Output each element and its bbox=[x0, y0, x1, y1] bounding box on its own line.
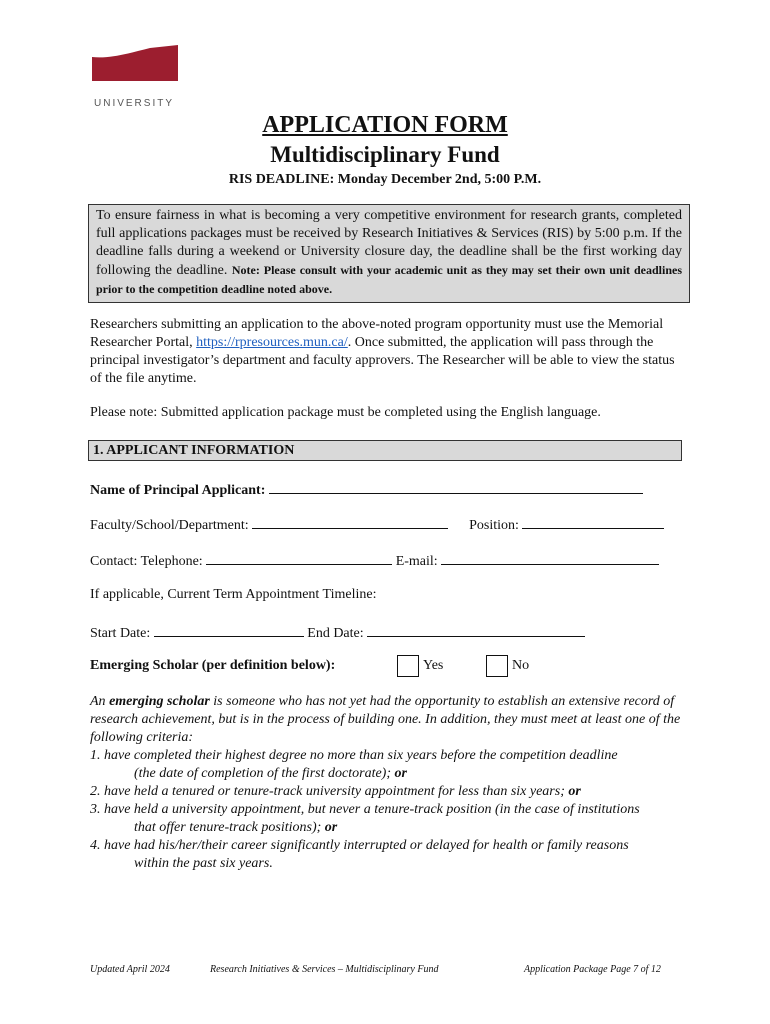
criteria-conjunction: or bbox=[568, 784, 581, 799]
emerging-scholar-label: Emerging Scholar (per definition below): bbox=[90, 658, 336, 673]
faculty-label: Faculty/School/Department: bbox=[90, 518, 249, 533]
position-field[interactable] bbox=[522, 515, 664, 529]
position-label: Position: bbox=[469, 518, 519, 533]
telephone-field[interactable] bbox=[206, 551, 392, 565]
portal-text-after: . Once submitted, the application will pass through the principal investigator’s department and faculty approvers. The Researcher will be able to view the status of the file anytime. bbox=[90, 335, 675, 386]
criteria-conjunction: or bbox=[394, 766, 407, 781]
term-appointment-label: If applicable, Current Term Appointment Timeline: bbox=[90, 587, 377, 602]
criteria-number: 3. bbox=[90, 802, 101, 817]
portal-link[interactable]: https://rpresources.mun.ca/ bbox=[196, 335, 348, 350]
dates-row bbox=[90, 623, 585, 642]
faculty-field[interactable] bbox=[252, 515, 448, 529]
footer-center: Research Initiatives & Services – Multidisciplinary Fund bbox=[210, 964, 439, 975]
faculty-row bbox=[90, 515, 664, 534]
portal-paragraph bbox=[90, 316, 680, 388]
criteria-item bbox=[90, 801, 690, 837]
emerging-yes-checkbox[interactable] bbox=[397, 655, 419, 677]
principal-applicant-row bbox=[90, 480, 643, 499]
emerging-scholar-definition bbox=[90, 693, 682, 747]
criteria-number: 4. bbox=[90, 838, 101, 853]
form-title: APPLICATION FORM bbox=[262, 112, 508, 138]
logo-text-university: UNIVERSITY bbox=[94, 98, 175, 109]
footer-updated: Updated April 2024 bbox=[90, 964, 170, 975]
criteria-item bbox=[90, 837, 690, 873]
criteria-number: 1. bbox=[90, 748, 101, 763]
definition-prefix: An bbox=[90, 694, 110, 709]
email-label: E-mail: bbox=[395, 554, 438, 569]
telephone-label: Contact: Telephone: bbox=[90, 554, 203, 569]
start-date-label: Start Date: bbox=[90, 626, 151, 641]
principal-applicant-label: Name of Principal Applicant: bbox=[90, 483, 266, 498]
language-note: Please note: Submitted application package must be completed using the English language. bbox=[90, 405, 601, 420]
definition-text: is someone who has not yet had the opportunity to establish an extensive record of research achievement, but is in the process of building one. In addition, they must meet at least one of the following criteria: bbox=[90, 694, 681, 745]
memorial-logo-mark bbox=[90, 45, 182, 109]
ris-deadline: RIS DEADLINE: Monday December 2nd, 5:00 P.M. bbox=[228, 172, 542, 187]
criteria-text: have held a university appointment, but never a tenure-track position (in the case of institutions bbox=[104, 802, 640, 817]
criteria-item bbox=[90, 747, 690, 783]
criteria-continuation: that offer tenure-track positions); bbox=[134, 820, 322, 835]
criteria-conjunction: or bbox=[324, 820, 338, 835]
deadline-notice-box bbox=[88, 204, 690, 303]
logo-text-memorial: MEMORIAL bbox=[94, 81, 168, 95]
section-applicant-information-heading: 1. APPLICANT INFORMATION bbox=[88, 440, 682, 461]
criteria-text: have completed their highest degree no more than six years before the competition deadline bbox=[104, 748, 618, 763]
end-date-label: End Date: bbox=[307, 626, 364, 641]
emerging-no-checkbox[interactable] bbox=[486, 655, 508, 677]
definition-term: emerging scholar bbox=[109, 694, 210, 709]
criteria-item bbox=[90, 783, 690, 801]
start-date-field[interactable] bbox=[154, 623, 304, 637]
criteria-continuation: within the past six years. bbox=[134, 856, 273, 871]
notice-text: To ensure fairness in what is becoming a very competitive environment for research grants, completed full applications packages must be received by Research Initiatives & Services (RIS) by 5:00 p.m. If the deadline falls during a weekend or University closure day, the deadline shall be the first working day following the deadline. bbox=[96, 208, 682, 278]
email-field[interactable] bbox=[441, 551, 659, 565]
emerging-yes-label: Yes bbox=[423, 658, 444, 673]
emerging-no-label: No bbox=[512, 658, 530, 673]
criteria-continuation: (the date of completion of the first doctorate); bbox=[134, 766, 392, 781]
contact-row bbox=[90, 551, 659, 570]
portal-text-before: Researchers submitting an application to the above-noted program opportunity must use the Memorial Researcher Portal, bbox=[90, 317, 664, 350]
footer-page-number: Application Package Page 7 of 12 bbox=[524, 964, 661, 975]
criteria-number: 2. bbox=[90, 784, 101, 799]
form-subtitle: Multidisciplinary Fund bbox=[270, 142, 500, 167]
notice-note: Note: Please consult with your academic unit as they may set their own unit deadlines prior to the competition deadline noted above. bbox=[96, 263, 683, 296]
criteria-text: have held a tenured or tenure-track university appointment for less than six years; bbox=[104, 784, 565, 799]
criteria-text: have had his/her/their career significantly interrupted or delayed for health or family reasons bbox=[104, 838, 629, 853]
principal-applicant-field[interactable] bbox=[269, 480, 643, 494]
end-date-field[interactable] bbox=[367, 623, 585, 637]
